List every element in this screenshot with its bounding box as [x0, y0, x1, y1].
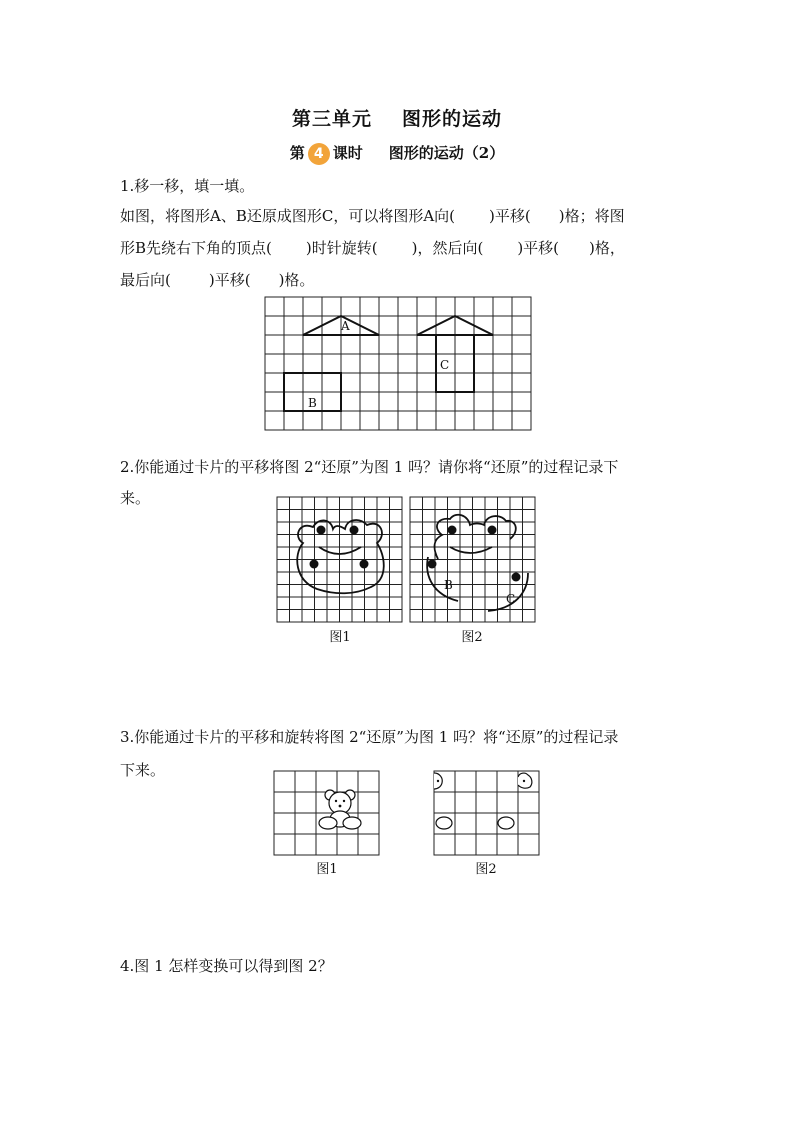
label-c: C — [506, 592, 516, 606]
frog-dot — [428, 560, 437, 569]
label-a: A — [341, 319, 350, 333]
lesson-prefix: 第 — [289, 144, 305, 162]
teddy-piece — [434, 773, 532, 829]
question-3-line-2: 下来。 — [120, 761, 166, 779]
q3-caption-1: 图1 — [316, 862, 338, 877]
q2-caption-2: 图2 — [461, 630, 483, 645]
frog-outline — [297, 520, 384, 593]
q3-figure-2 — [434, 771, 540, 856]
label-b: B — [444, 578, 453, 592]
question-1-line-3: 最后向( )平移( )格。 — [120, 271, 315, 289]
question-4-line-1: 4.图 1 怎样变换可以得到图 2？ — [120, 957, 333, 975]
q3-caption-2: 图2 — [475, 862, 497, 877]
unit-title: 图形的运动 — [402, 108, 503, 130]
teddy-bear-image — [319, 790, 361, 829]
frog-dot — [350, 526, 359, 535]
frog-dot — [488, 526, 497, 535]
q1-grid-figure — [265, 297, 533, 431]
question-2-line-1: 2.你能通过卡片的平移将图 2“还原”为图 1 吗？请你将“还原”的过程记录下 — [120, 458, 619, 476]
frog-dot — [317, 526, 326, 535]
question-2-line-2: 来。 — [120, 489, 151, 507]
q2-caption-1: 图1 — [329, 630, 351, 645]
label-c: C — [440, 358, 450, 372]
page-title — [0, 104, 794, 131]
label-b: B — [308, 396, 317, 410]
question-3-line-1: 3.你能通过卡片的平移和旋转将图 2“还原”为图 1 吗？将“还原”的过程记录 — [120, 728, 619, 746]
frog-dot — [360, 560, 369, 569]
unit-label: 第三单元 — [291, 108, 372, 130]
question-1-heading: 1.移一移，填一填。 — [120, 177, 255, 195]
frog-dot — [310, 560, 319, 569]
question-1-line-1: 如图，将图形A、B还原成图形C，可以将图形A向( )平移( )格；将图 — [120, 207, 625, 225]
lesson-number-badge: 4 — [308, 143, 330, 165]
lesson-title: 图形的运动（2） — [388, 144, 505, 162]
q2-figure-1 — [277, 497, 403, 623]
frog-dot — [512, 573, 521, 582]
lesson-suffix: 课时 — [332, 144, 363, 162]
q2-figure-2 — [410, 497, 536, 623]
q1-grid-right — [398, 297, 531, 430]
frog-smile — [450, 547, 492, 553]
question-1-line-2: 形B先绕右下角的顶点( )时针旋转( )，然后向( )平移( )格， — [120, 239, 625, 257]
q3-figure-1 — [274, 771, 380, 856]
frog-dot — [448, 526, 457, 535]
lesson-subtitle — [0, 142, 794, 165]
